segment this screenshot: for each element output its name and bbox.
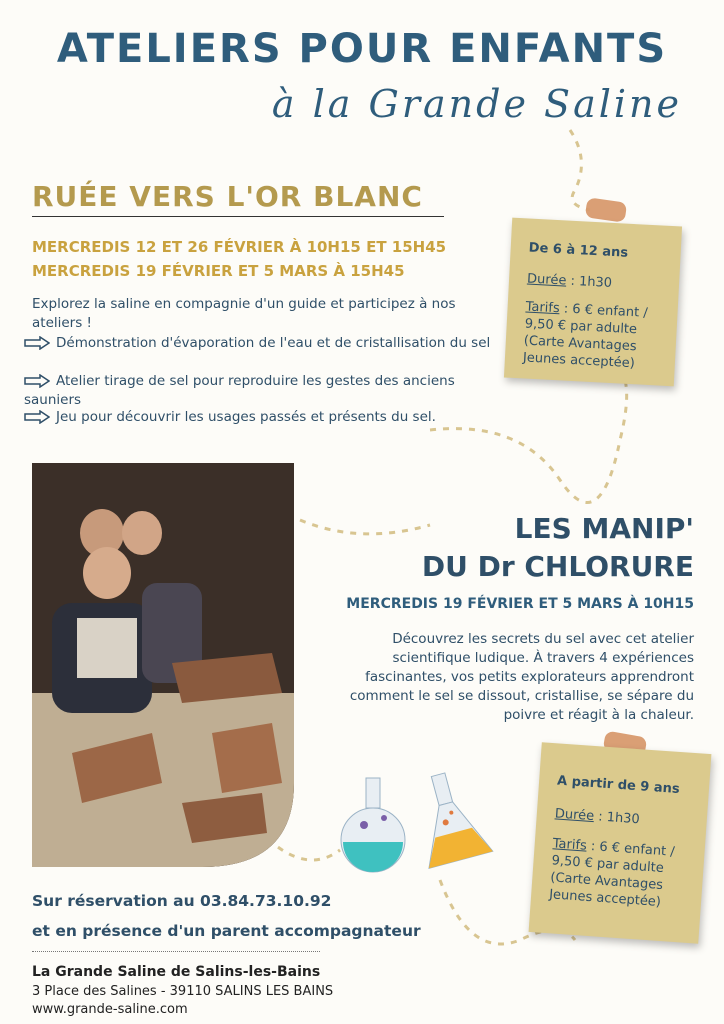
note-age: A partir de 9 ans: [556, 773, 681, 798]
bullet-text: Démonstration d'évaporation de l'eau et de cristallisation du sel: [56, 335, 491, 351]
section1-divider: [32, 216, 444, 217]
arrow-icon: [24, 410, 50, 424]
children-workshop-photo: [32, 463, 294, 867]
section2-date: MERCREDIS 19 FÉVRIER ET 5 MARS À 10H15: [346, 596, 694, 612]
venue-name: La Grande Saline de Salins-les-Bains: [32, 964, 321, 980]
note-duration: Durée : 1h30: [554, 806, 641, 828]
section1-date-2: MERCREDIS 19 FÉVRIER ET 5 MARS À 15H45: [32, 262, 405, 280]
photo-illustration: [32, 463, 294, 867]
conical-flask-icon: [406, 770, 493, 868]
section2-title-line1: LES MANIP': [514, 512, 694, 545]
info-note-1: [504, 218, 682, 387]
note-duration: Durée : 1h30: [526, 271, 613, 291]
section1-date-1: MERCREDIS 12 ET 26 FÉVRIER À 10H15 ET 15H45: [32, 238, 447, 256]
venue-address: 3 Place des Salines - 39110 SALINS LES BAINS: [32, 984, 334, 999]
section1-intro: Explorez la saline en compagnie d'un guide et participez à nos ateliers !: [32, 296, 456, 331]
note-price: Tarifs : 6 € enfant / 9,50 € par adulte (Carte Avantages Jeunes acceptée): [522, 299, 649, 372]
reservation-phone: Sur réservation au 03.84.73.10.92: [32, 892, 332, 910]
page-title: ATELIERS POUR ENFANTS: [56, 26, 668, 72]
footer-divider: [32, 951, 320, 952]
arrow-icon: [24, 336, 50, 350]
bullet-text: Atelier tirage de sel pour reproduire les gestes des anciens sauniers: [24, 373, 455, 408]
page-subtitle: à la Grande Saline: [271, 82, 682, 126]
flask-icons: [336, 770, 496, 880]
parent-notice: et en présence d'un parent accompagnateur: [32, 922, 421, 940]
section2-description: Découvrez les secrets du sel avec cet atelier scientifique ludique. À travers 4 expériences fascinantes, vos petits explorateurs apprendront comment le sel se dissout, cristallise, se sépare du poivre et réagit à la chaleur.: [349, 631, 694, 723]
section1-bullet: [24, 372, 494, 410]
section1-bullet: [24, 408, 494, 427]
section2-title-line2: DU Dr CHLORURE: [421, 550, 694, 583]
round-flask-icon: [341, 778, 405, 872]
note-price: Tarifs : 6 € enfant / 9,50 € par adulte (Carte Avantages Jeunes acceptée): [548, 836, 676, 910]
section1-title: RUÉE VERS L'OR BLANC: [32, 180, 423, 213]
info-note-2: [529, 742, 712, 943]
note-age: De 6 à 12 ans: [528, 240, 629, 261]
website-link[interactable]: www.grande-saline.com: [32, 1002, 188, 1017]
arrow-icon: [24, 374, 50, 388]
bullet-text: Jeu pour découvrir les usages passés et présents du sel.: [56, 409, 436, 425]
section1-bullet: [24, 334, 494, 353]
